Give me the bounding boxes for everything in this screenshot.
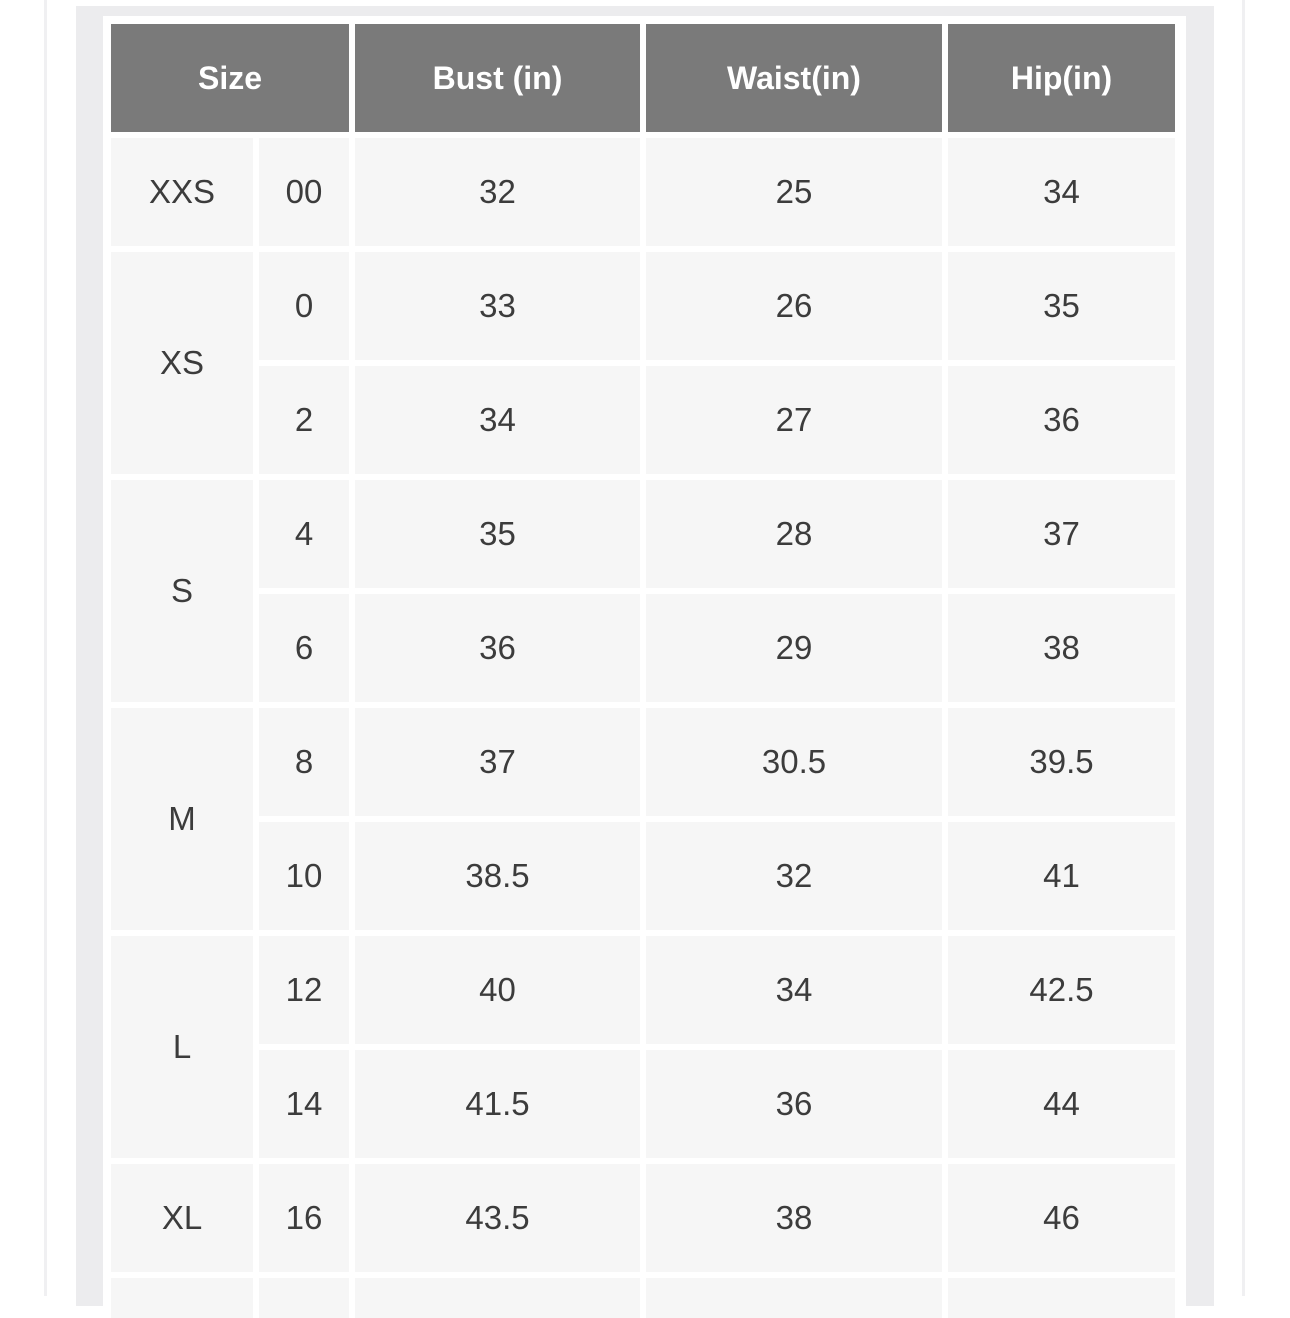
hip-value: 36 bbox=[948, 366, 1175, 474]
size-label-xl: XL bbox=[111, 1164, 253, 1272]
hip-value: 35 bbox=[948, 252, 1175, 360]
table-row-cutoff bbox=[646, 1278, 942, 1318]
waist-value: 38 bbox=[646, 1164, 942, 1272]
waist-value: 30.5 bbox=[646, 708, 942, 816]
bust-value: 35 bbox=[355, 480, 640, 588]
bust-value: 38.5 bbox=[355, 822, 640, 930]
waist-value: 28 bbox=[646, 480, 942, 588]
size-number: 8 bbox=[259, 708, 349, 816]
size-label-xxs: XXS bbox=[111, 138, 253, 246]
size-number: 12 bbox=[259, 936, 349, 1044]
header-size: Size bbox=[111, 24, 349, 132]
hip-value: 41 bbox=[948, 822, 1175, 930]
waist-value: 34 bbox=[646, 936, 942, 1044]
hip-value: 46 bbox=[948, 1164, 1175, 1272]
hip-value: 39.5 bbox=[948, 708, 1175, 816]
size-number: 4 bbox=[259, 480, 349, 588]
right-edge-divider bbox=[1242, 0, 1245, 1296]
header-bust: Bust (in) bbox=[355, 24, 640, 132]
size-number: 6 bbox=[259, 594, 349, 702]
table-row-cutoff bbox=[259, 1278, 349, 1318]
size-chart-table bbox=[111, 24, 1175, 1318]
hip-value: 42.5 bbox=[948, 936, 1175, 1044]
size-number: 10 bbox=[259, 822, 349, 930]
bust-value: 36 bbox=[355, 594, 640, 702]
size-label-m: M bbox=[111, 708, 253, 930]
size-number: 16 bbox=[259, 1164, 349, 1272]
bust-value: 34 bbox=[355, 366, 640, 474]
size-number: 14 bbox=[259, 1050, 349, 1158]
bust-value: 43.5 bbox=[355, 1164, 640, 1272]
size-label-l: L bbox=[111, 936, 253, 1158]
hip-value: 37 bbox=[948, 480, 1175, 588]
size-number: 00 bbox=[259, 138, 349, 246]
hip-value: 44 bbox=[948, 1050, 1175, 1158]
table-row-cutoff bbox=[948, 1278, 1175, 1318]
waist-value: 27 bbox=[646, 366, 942, 474]
bust-value: 33 bbox=[355, 252, 640, 360]
waist-value: 36 bbox=[646, 1050, 942, 1158]
waist-value: 26 bbox=[646, 252, 942, 360]
waist-value: 29 bbox=[646, 594, 942, 702]
bust-value: 40 bbox=[355, 936, 640, 1044]
header-waist: Waist(in) bbox=[646, 24, 942, 132]
hip-value: 38 bbox=[948, 594, 1175, 702]
bust-value: 32 bbox=[355, 138, 640, 246]
size-number: 0 bbox=[259, 252, 349, 360]
size-number: 2 bbox=[259, 366, 349, 474]
table-row-cutoff bbox=[111, 1278, 253, 1318]
bust-value: 37 bbox=[355, 708, 640, 816]
bust-value: 41.5 bbox=[355, 1050, 640, 1158]
left-edge-divider bbox=[44, 0, 47, 1296]
size-label-xs: XS bbox=[111, 252, 253, 474]
waist-value: 32 bbox=[646, 822, 942, 930]
waist-value: 25 bbox=[646, 138, 942, 246]
hip-value: 34 bbox=[948, 138, 1175, 246]
table-row-cutoff bbox=[355, 1278, 640, 1318]
header-hip: Hip(in) bbox=[948, 24, 1175, 132]
size-label-s: S bbox=[111, 480, 253, 702]
